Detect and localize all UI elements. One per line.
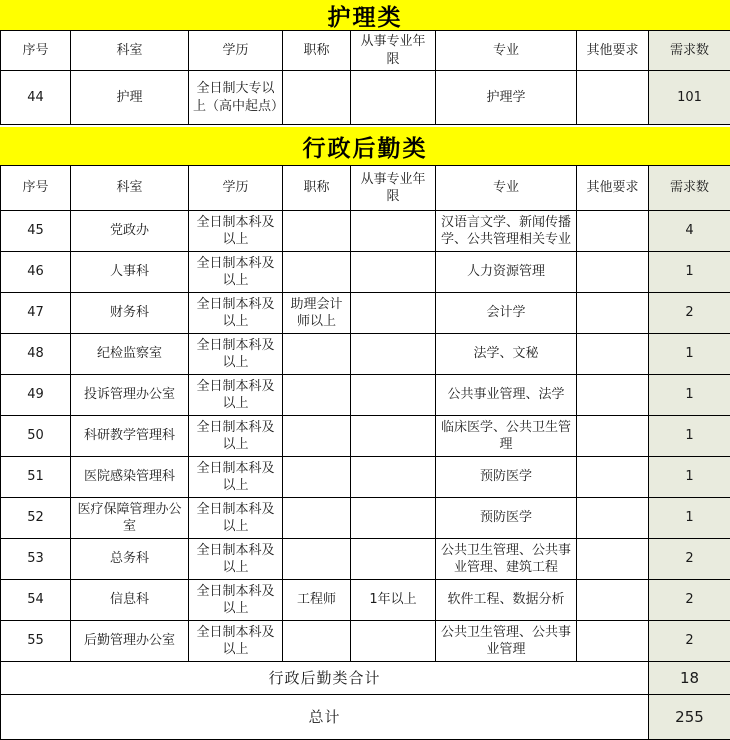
cell-dept: 纪检监察室: [71, 334, 189, 375]
table-row: [1, 416, 730, 457]
table-row: [1, 334, 730, 375]
cell-major: 汉语言文学、新闻传播学、公共管理相关专业: [436, 211, 577, 252]
cell-job-title: [283, 457, 351, 498]
cell-education: 全日制本科及以上: [189, 375, 283, 416]
cell-other: [577, 416, 649, 457]
cell-years: [351, 334, 436, 375]
grand-total-value: 255: [649, 695, 730, 740]
cell-major: 预防医学: [436, 498, 577, 539]
column-header-demand: 需求数: [649, 166, 730, 211]
nursing-table-header: [1, 31, 730, 71]
cell-no: 54: [1, 580, 71, 621]
cell-years: [351, 621, 436, 662]
table-row: [1, 293, 730, 334]
cell-no: 55: [1, 621, 71, 662]
cell-demand: 1: [649, 252, 730, 293]
cell-no: 49: [1, 375, 71, 416]
section-banner-admin-logistics: 行政后勤类: [0, 127, 730, 165]
section-banner-nursing: 护理类: [0, 0, 730, 30]
column-header-no: 序号: [1, 31, 71, 71]
table-row: [1, 539, 730, 580]
cell-job-title: [283, 211, 351, 252]
cell-other: [577, 293, 649, 334]
table-row: [1, 580, 730, 621]
column-header-dept: 科室: [71, 166, 189, 211]
cell-years: [351, 498, 436, 539]
cell-demand: 1: [649, 416, 730, 457]
column-header-job-title: 职称: [283, 31, 351, 71]
table-row: [1, 457, 730, 498]
cell-other: [577, 539, 649, 580]
cell-years: [351, 252, 436, 293]
admin-logistics-table: [0, 165, 730, 740]
cell-no: 53: [1, 539, 71, 580]
totals-footer: [1, 662, 730, 740]
cell-dept: 科研教学管理科: [71, 416, 189, 457]
cell-demand: 2: [649, 580, 730, 621]
column-header-dept: 科室: [71, 31, 189, 71]
column-header-education: 学历: [189, 31, 283, 71]
cell-years: [351, 457, 436, 498]
cell-education: 全日制本科及以上: [189, 293, 283, 334]
cell-other: [577, 375, 649, 416]
cell-job-title: [283, 375, 351, 416]
cell-dept: 医院感染管理科: [71, 457, 189, 498]
cell-education: 全日制本科及以上: [189, 416, 283, 457]
admin-table-body: [1, 211, 730, 662]
cell-dept: 财务科: [71, 293, 189, 334]
cell-major: 法学、文秘: [436, 334, 577, 375]
column-header-no: 序号: [1, 166, 71, 211]
cell-years: [351, 71, 436, 125]
cell-education: 全日制本科及以上: [189, 621, 283, 662]
cell-no: 50: [1, 416, 71, 457]
cell-no: 48: [1, 334, 71, 375]
cell-years: [351, 375, 436, 416]
cell-education: 全日制本科及以上: [189, 457, 283, 498]
cell-dept: 医疗保障管理办公室: [71, 498, 189, 539]
cell-no: 51: [1, 457, 71, 498]
cell-demand: 1: [649, 457, 730, 498]
cell-major: 预防医学: [436, 457, 577, 498]
cell-no: 47: [1, 293, 71, 334]
cell-years: 1年以上: [351, 580, 436, 621]
cell-major: 人力资源管理: [436, 252, 577, 293]
cell-no: 46: [1, 252, 71, 293]
cell-major: 公共事业管理、法学: [436, 375, 577, 416]
column-header-other: 其他要求: [577, 166, 649, 211]
cell-dept: 投诉管理办公室: [71, 375, 189, 416]
header-row: [1, 31, 730, 71]
cell-other: [577, 621, 649, 662]
column-header-other: 其他要求: [577, 31, 649, 71]
grand-total-label: 总计: [1, 695, 649, 740]
cell-dept: 护理: [71, 71, 189, 125]
cell-demand: 101: [649, 71, 730, 125]
cell-demand: 2: [649, 621, 730, 662]
nursing-table-body: [1, 71, 730, 125]
column-header-demand: 需求数: [649, 31, 730, 71]
cell-dept: 党政办: [71, 211, 189, 252]
cell-education: 全日制大专以上（高中起点）: [189, 71, 283, 125]
cell-years: [351, 293, 436, 334]
cell-dept: 后勤管理办公室: [71, 621, 189, 662]
cell-demand: 2: [649, 293, 730, 334]
cell-job-title: [283, 539, 351, 580]
table-row: [1, 71, 730, 125]
cell-years: [351, 416, 436, 457]
column-header-major: 专业: [436, 166, 577, 211]
subtotal-value: 18: [649, 662, 730, 695]
cell-other: [577, 334, 649, 375]
cell-demand: 1: [649, 498, 730, 539]
subtotal-label: 行政后勤类合计: [1, 662, 649, 695]
cell-demand: 4: [649, 211, 730, 252]
cell-no: 52: [1, 498, 71, 539]
nursing-table: [0, 30, 730, 125]
admin-table-header: [1, 166, 730, 211]
table-row: [1, 211, 730, 252]
cell-education: 全日制本科及以上: [189, 498, 283, 539]
cell-job-title: [283, 416, 351, 457]
cell-other: [577, 252, 649, 293]
cell-job-title: [283, 498, 351, 539]
cell-years: [351, 211, 436, 252]
header-row: [1, 166, 730, 211]
cell-demand: 1: [649, 375, 730, 416]
cell-major: 软件工程、数据分析: [436, 580, 577, 621]
cell-other: [577, 211, 649, 252]
cell-dept: 人事科: [71, 252, 189, 293]
cell-job-title: [283, 621, 351, 662]
cell-other: [577, 580, 649, 621]
column-header-major: 专业: [436, 31, 577, 71]
cell-major: 护理学: [436, 71, 577, 125]
cell-major: 会计学: [436, 293, 577, 334]
cell-no: 45: [1, 211, 71, 252]
table-row: [1, 375, 730, 416]
cell-no: 44: [1, 71, 71, 125]
cell-other: [577, 457, 649, 498]
cell-other: [577, 71, 649, 125]
cell-education: 全日制本科及以上: [189, 252, 283, 293]
cell-job-title: 助理会计师以上: [283, 293, 351, 334]
table-row: [1, 621, 730, 662]
cell-job-title: [283, 334, 351, 375]
column-header-education: 学历: [189, 166, 283, 211]
cell-major: 公共卫生管理、公共事业管理: [436, 621, 577, 662]
cell-years: [351, 539, 436, 580]
cell-dept: 信息科: [71, 580, 189, 621]
cell-dept: 总务科: [71, 539, 189, 580]
column-header-years: 从事专业年限: [351, 166, 436, 211]
subtotal-row: [1, 662, 730, 695]
cell-job-title: [283, 252, 351, 293]
cell-education: 全日制本科及以上: [189, 211, 283, 252]
grand-total-row: [1, 695, 730, 740]
cell-major: 临床医学、公共卫生管理: [436, 416, 577, 457]
cell-demand: 2: [649, 539, 730, 580]
table-row: [1, 498, 730, 539]
cell-education: 全日制本科及以上: [189, 334, 283, 375]
cell-other: [577, 498, 649, 539]
cell-job-title: [283, 71, 351, 125]
cell-education: 全日制本科及以上: [189, 580, 283, 621]
cell-education: 全日制本科及以上: [189, 539, 283, 580]
column-header-job-title: 职称: [283, 166, 351, 211]
cell-major: 公共卫生管理、公共事业管理、建筑工程: [436, 539, 577, 580]
cell-demand: 1: [649, 334, 730, 375]
cell-job-title: 工程师: [283, 580, 351, 621]
column-header-years: 从事专业年限: [351, 31, 436, 71]
table-row: [1, 252, 730, 293]
